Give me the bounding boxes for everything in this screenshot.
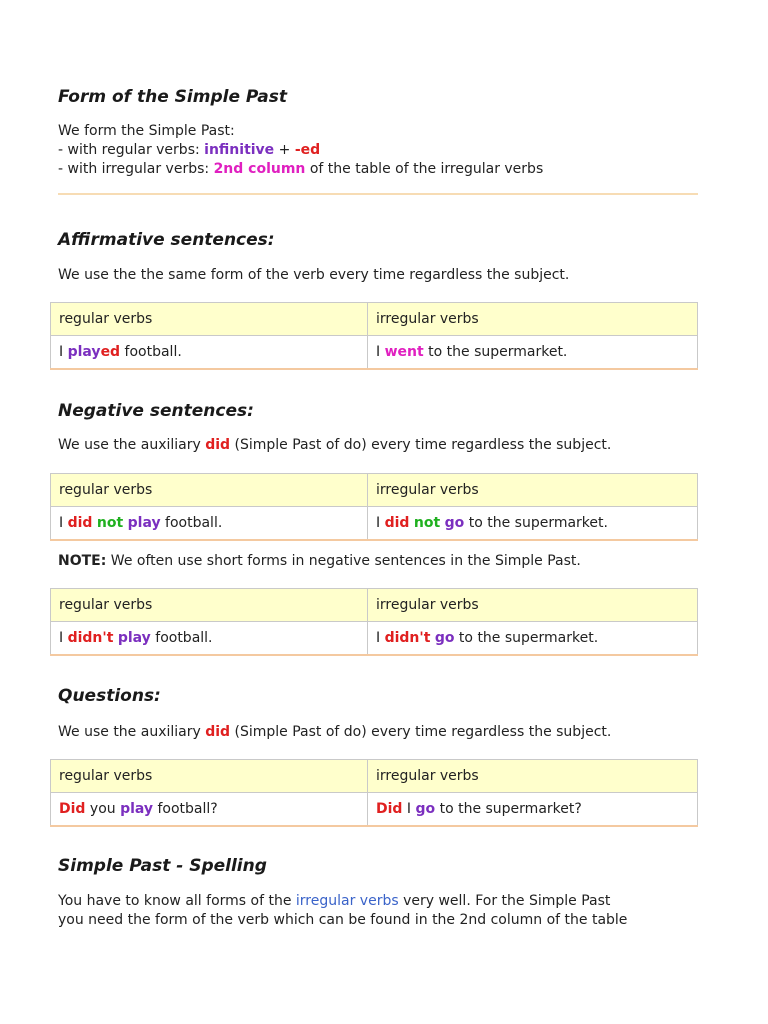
questions-text: We use the auxiliary did (Simple Past of do) every time regardless the subject. (58, 724, 612, 740)
form-description (58, 122, 718, 179)
spelling-line-1: You have to know all forms of the irregular verbs very well. For the Simple Past (58, 893, 611, 909)
section-title-questions: Questions: (58, 686, 161, 706)
header-regular-verbs: regular verbs (51, 589, 368, 622)
header-irregular-verbs: irregular verbs (368, 303, 698, 336)
section-title-form: Form of the Simple Past (58, 87, 287, 107)
form-regular-line (58, 141, 718, 160)
regular-prefix: - with regular verbs: (58, 142, 205, 158)
note-text: NOTE: We often use short forms in negative sentences in the Simple Past. (58, 553, 581, 569)
note-label: NOTE: (58, 553, 107, 569)
spelling-text (58, 892, 738, 930)
table-header-row (51, 303, 698, 336)
negative-short-table (50, 588, 698, 656)
table-row (51, 507, 698, 541)
spelling-line-2: you need the form of the verb which can be found in the 2nd column of the table (58, 912, 628, 928)
table-row (51, 336, 698, 370)
irregular-suffix: of the table of the irregular verbs (305, 161, 544, 177)
regular-example: Did you play football? (51, 793, 368, 827)
header-irregular-verbs: irregular verbs (368, 760, 698, 793)
section-title-negative: Negative sentences: (58, 401, 254, 421)
negative-table (50, 473, 698, 541)
affirmative-table (50, 302, 698, 370)
irregular-verbs-link[interactable]: irregular verbs (295, 893, 399, 909)
regular-example: I did not play football. (51, 507, 368, 541)
irregular-example: I didn't go to the supermarket. (368, 622, 698, 656)
irregular-prefix: - with irregular verbs: (58, 161, 214, 177)
table-header-row (51, 760, 698, 793)
affirmative-text: We use the the same form of the verb every time regardless the subject. (58, 267, 570, 283)
second-column-term: 2nd column (213, 161, 306, 177)
header-irregular-verbs: irregular verbs (368, 474, 698, 507)
header-regular-verbs: regular verbs (51, 760, 368, 793)
questions-table (50, 759, 698, 827)
header-regular-verbs: regular verbs (51, 303, 368, 336)
table-header-row (51, 474, 698, 507)
ed-suffix: -ed (294, 142, 321, 158)
form-irregular-line (58, 160, 718, 179)
plus-sign: + (274, 142, 295, 158)
section-title-spelling: Simple Past - Spelling (58, 856, 267, 876)
section-title-affirmative: Affirmative sentences: (58, 230, 275, 250)
table-header-row (51, 589, 698, 622)
regular-example: I didn't play football. (51, 622, 368, 656)
table-row (51, 622, 698, 656)
irregular-example: I did not go to the supermarket. (368, 507, 698, 541)
negative-text: We use the auxiliary did (Simple Past of do) every time regardless the subject. (58, 437, 612, 453)
regular-example: I played football. (51, 336, 368, 370)
header-irregular-verbs: irregular verbs (368, 589, 698, 622)
irregular-example: I went to the supermarket. (368, 336, 698, 370)
table-row (51, 793, 698, 827)
infinitive-term: infinitive (204, 142, 275, 158)
form-intro: We form the Simple Past: (58, 123, 235, 139)
header-regular-verbs: regular verbs (51, 474, 368, 507)
section-divider (58, 193, 698, 195)
irregular-example: Did I go to the supermarket? (368, 793, 698, 827)
